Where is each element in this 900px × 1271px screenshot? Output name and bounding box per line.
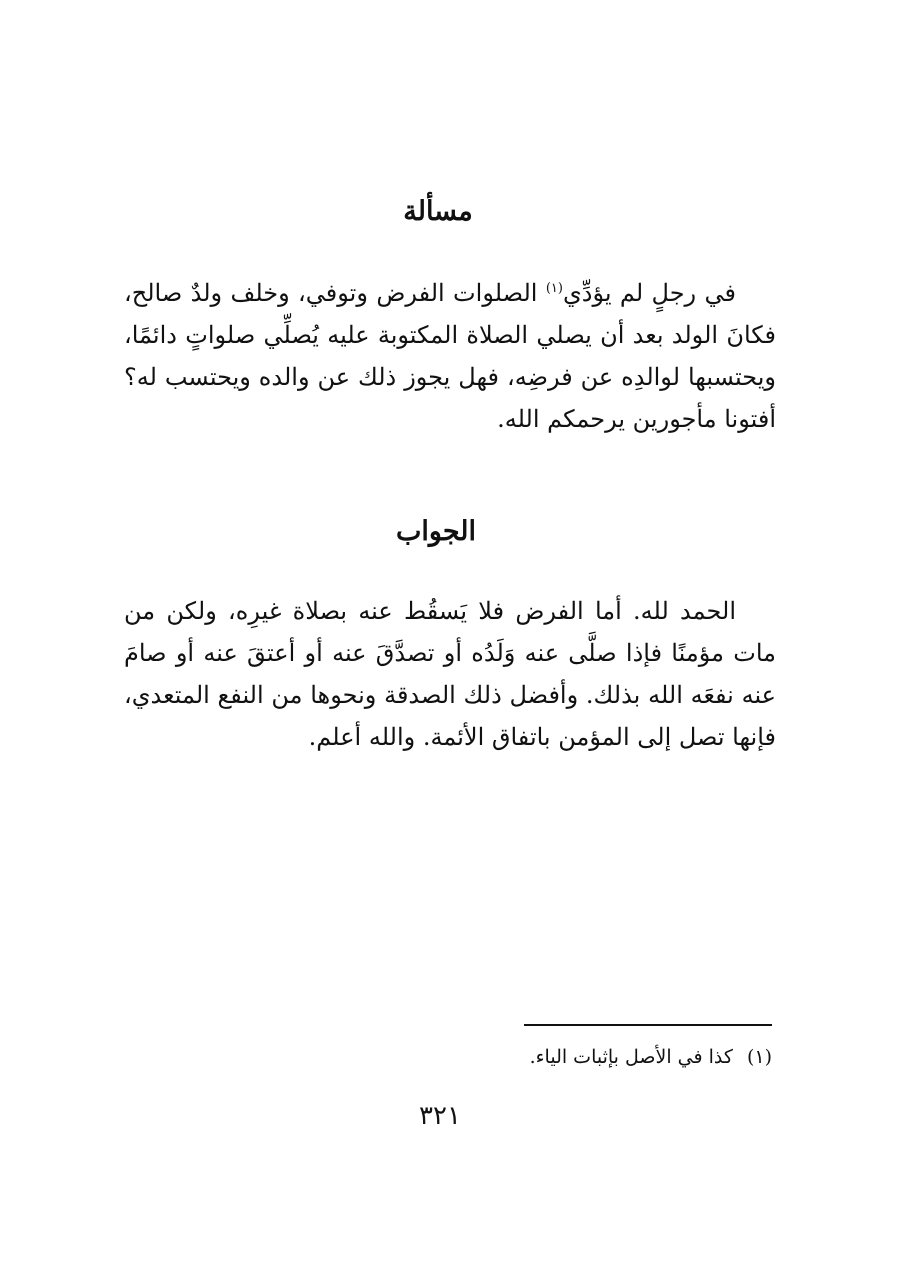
- answer-text: الحمد لله. أما الفرض فلا يَسقُط عنه بصلاة غيرِه، ولكن من مات مؤمنًا فإذا صلَّى عنه وَلَدُه أو تصدَّقَ عنه أو أعتقَ عنه أو صامَ عنه نفعَه الله بذلك. وأفضل ذلك الصدقة ونحوها من النفع المتعدي، فإنها تصل إلى المؤمن باتفاق الأئمة. والله أعلم.: [124, 597, 777, 751]
- answer-paragraph: [124, 590, 776, 758]
- footnote-separator: [524, 1024, 772, 1026]
- question-text-rest: الصلوات الفرض وتوفي، وخلف ولدٌ صالح، فكانَ الولد بعد أن يصلي الصلاة المكتوبة عليه يُصلِّي صلواتٍ دائمًا، ويحتسبها لوالدِه عن فرضِه، فهل يجوز ذلك عن والده ويحتسب له؟ أفتونا مأجورين يرحمكم الله.: [124, 279, 776, 433]
- question-heading: مسألة: [403, 196, 473, 227]
- question-text-start: في رجلٍ لم يؤدِّي: [562, 279, 736, 307]
- page-number: ٣٢١: [419, 1101, 461, 1131]
- footnote: [530, 1040, 772, 1074]
- question-paragraph: [124, 272, 776, 440]
- footnote-number: (١): [746, 1046, 772, 1068]
- footnote-reference: (١): [545, 281, 563, 296]
- footnote-text: كذا في الأصل بإثبات الياء.: [529, 1046, 733, 1068]
- answer-heading: الجواب: [395, 516, 477, 547]
